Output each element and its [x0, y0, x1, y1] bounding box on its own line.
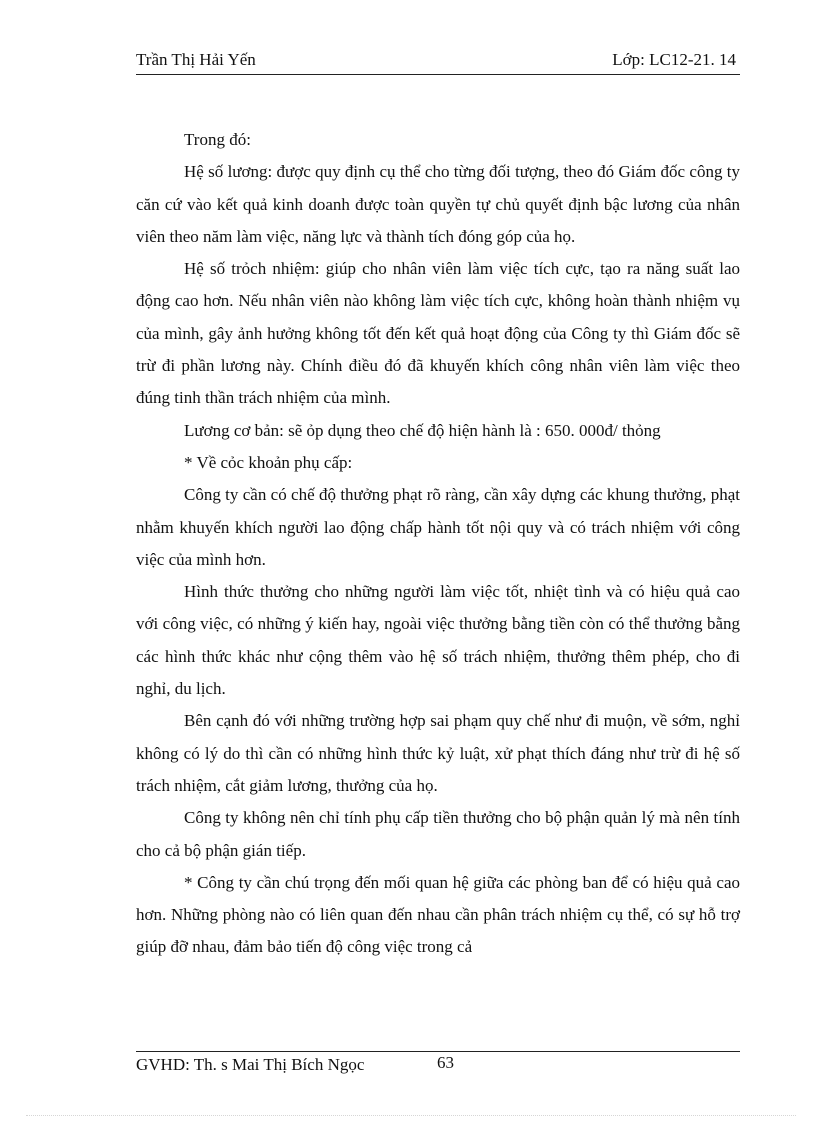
paragraph-luong-co-ban: Lương cơ bản: sẽ ỏp dụng theo chế độ hiện hành là : 650. 000đ/ thỏng: [184, 420, 661, 440]
page-number: 63: [437, 1053, 454, 1072]
paragraph-he-so-luong: Hệ số lương: được quy định cụ thể cho từng đối tượng, theo đó Giám đốc công ty căn cứ vào kết quả kinh doanh được toàn quyền tự chủ quyết định bậc lương của nhân viên theo năm làm việc, năng lực và thành tích đóng góp của họ.: [136, 162, 740, 246]
header-class: Lớp: LC12-21. 14: [612, 50, 736, 69]
paragraph-sai-pham: Bên cạnh đó với những trường hợp sai phạm quy chế như đi muộn, về sớm, nghỉ không có lý do thì cần có những hình thức kỷ luật, xử phạt thích đáng như trừ đi hệ số trách nhiệm, cắt giảm lương, thưởng của họ.: [136, 711, 740, 795]
paragraph-he-so-trach-nhiem: Hệ số trỏch nhiệm: giúp cho nhân viên làm việc tích cực, tạo ra năng suất lao động cao hơn. Nếu nhân viên nào không làm việc tích cực, không hoàn thành nhiệm vụ của mình, gây ảnh hưởng không tốt đến kết quả hoạt động của Công ty thì Giám đốc sẽ trừ đi phần lương này. Chính điều đó đã khuyến khích công nhân viên làm việc theo đúng tinh thần trách nhiệm của mình.: [136, 259, 740, 408]
body-text: [136, 124, 740, 964]
paragraph-hinh-thuc-thuong: Hình thức thưởng cho những người làm việc tốt, nhiệt tình và có hiệu quả cao với công việc, có những ý kiến hay, ngoài việc thưởng bằng tiền còn có thể thưởng bằng các hình thức khác như cộng thêm vào hệ số trách nhiệm, thưởng thêm phép, cho đi nghỉ, du lịch.: [136, 582, 740, 699]
footer-advisor: GVHD: Th. s Mai Thị Bích Ngọc: [136, 1055, 365, 1074]
paragraph-quan-he-phong-ban: * Công ty cần chú trọng đến mối quan hệ giữa các phòng ban để có hiệu quả cao hơn. Những phòng nào có liên quan đến nhau cần phân trách nhiệm cụ thể, có sự hỗ trợ giúp đỡ nhau, đảm bảo tiến độ công việc trong cả: [136, 872, 740, 957]
header-author: Trần Thị Hải Yến: [136, 50, 256, 69]
paragraph-phu-cap-tien-thuong: Công ty không nên chỉ tính phụ cấp tiền thưởng cho bộ phận quản lý mà nên tính cho cả bộ phận gián tiếp.: [136, 808, 740, 860]
page-footer: [136, 1051, 740, 1082]
paragraph-thuong-phat: Công ty cần có chế độ thưởng phạt rõ ràng, cần xây dựng các khung thưởng, phạt nhằm khuyến khích người lao động chấp hành tốt nội quy và có trách nhiệm với công việc của mình hơn.: [136, 485, 740, 569]
paragraph-phu-cap-heading: * Về cỏc khoản phụ cấp:: [184, 452, 353, 472]
paragraph-trong-do: Trong đó:: [184, 130, 251, 149]
page-edge-divider: [26, 1115, 796, 1116]
page-header: [136, 48, 740, 75]
